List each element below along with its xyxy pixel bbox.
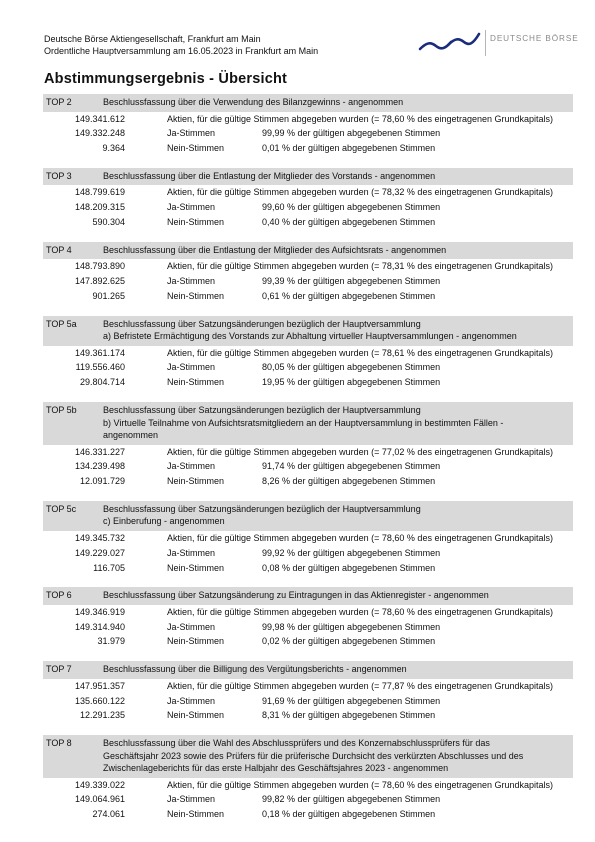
vote-count: 146.331.227 (74, 446, 125, 457)
no-votes-label: Nein-Stimmen (167, 216, 225, 227)
description-line: Zwischenlageberichts für das erste Halbjahr des Geschäftsjahres 2023 - angenommen (103, 763, 449, 774)
valid-shares-text (125, 531, 553, 546)
valid-shares-text (125, 259, 553, 274)
no-votes-row (43, 215, 573, 230)
agenda-item-header (43, 94, 573, 112)
vote-count: 147.951.357 (74, 680, 125, 691)
valid-shares-row (43, 605, 573, 620)
no-votes-row (43, 289, 573, 304)
agenda-item-description (103, 503, 573, 528)
vote-count: 149.064.961 (74, 794, 125, 805)
valid-shares-label: Aktien, für die gültige Stimmen abgegeben wurden (167, 261, 369, 272)
valid-shares-row (43, 679, 573, 694)
description-line: angenommen (103, 430, 159, 441)
yes-votes-label: Ja-Stimmen (167, 202, 216, 213)
share-capital-percentage: (= 78,60 % des eingetragenen Grundkapitals) (371, 779, 554, 790)
valid-shares-label: Aktien, für die gültige Stimmen abgegeben wurden (167, 779, 369, 790)
yes-votes-row (43, 200, 573, 215)
vote-percentage: 0,61 % der gültigen abgegebenen Stimmen (262, 290, 436, 301)
agenda-item-description (103, 170, 573, 183)
agenda-item (43, 661, 573, 723)
yes-votes-row (43, 459, 573, 474)
description-line: Beschlussfassung über die Entlastung der Mitglieder des Aufsichtsrats - angenommen (103, 244, 447, 255)
vote-count: 149.361.174 (74, 347, 125, 358)
yes-votes-label: Ja-Stimmen (167, 695, 216, 706)
no-votes-row (43, 375, 573, 390)
valid-shares-label: Aktien, für die gültige Stimmen abgegeben wurden (167, 446, 369, 457)
vote-count: 31.979 (97, 636, 125, 647)
yes-votes-label: Ja-Stimmen (167, 128, 216, 139)
vote-count: 149.332.248 (74, 128, 125, 139)
vote-count: 149.229.027 (74, 547, 125, 558)
vote-percentage: 0,40 % der gültigen abgegebenen Stimmen (262, 216, 436, 227)
agenda-item-description (103, 96, 573, 109)
share-capital-percentage: (= 78,32 % des eingetragenen Grundkapitals) (371, 187, 554, 198)
agenda-item-header (43, 661, 573, 679)
agenda-item-header (43, 735, 573, 778)
agenda-item-label: TOP 2 (46, 97, 72, 107)
vote-count: 9.364 (102, 143, 125, 154)
yes-votes-row (43, 546, 573, 561)
vote-count: 149.345.732 (74, 532, 125, 543)
agenda-item (43, 587, 573, 649)
vote-percentage: 0,18 % der gültigen abgegebenen Stimmen (262, 809, 436, 820)
vote-percentage: 19,95 % der gültigen abgegebenen Stimmen (262, 377, 441, 388)
valid-shares-label: Aktien, für die gültige Stimmen abgegeben wurden (167, 606, 369, 617)
no-votes-row (43, 141, 573, 156)
vote-count: 149.339.022 (74, 779, 125, 790)
no-votes-label: Nein-Stimmen (167, 562, 225, 573)
vote-count: 147.892.625 (74, 276, 125, 287)
description-line: Beschlussfassung über Satzungsänderung zu Eintragungen in das Aktienregister - angenommen (103, 590, 489, 601)
no-votes-label: Nein-Stimmen (167, 636, 225, 647)
agenda-item (43, 735, 573, 822)
no-votes-row (43, 634, 573, 649)
vote-percentage: 99,99 % der gültigen abgegebenen Stimmen (262, 128, 441, 139)
yes-votes-label: Ja-Stimmen (167, 362, 216, 373)
no-votes-label: Nein-Stimmen (167, 809, 225, 820)
vote-percentage: 8,31 % der gültigen abgegebenen Stimmen (262, 710, 436, 721)
agenda-item (43, 242, 573, 304)
no-votes-row (43, 561, 573, 576)
valid-shares-text (125, 346, 553, 361)
agenda-item-label: TOP 6 (46, 590, 72, 601)
description-line: Beschlussfassung über die Entlastung der Mitglieder des Vorstands - angenommen (103, 170, 436, 181)
share-capital-percentage: (= 77,87 % des eingetragenen Grundkapitals) (371, 680, 554, 691)
deutsche-boerse-logo (418, 30, 579, 56)
no-votes-row (43, 807, 573, 822)
description-line: Beschlussfassung über Satzungsänderungen bezüglich der Hauptversammlung (103, 503, 421, 514)
valid-shares-row (43, 778, 573, 793)
yes-votes-label: Ja-Stimmen (167, 276, 216, 287)
description-line: Beschlussfassung über die Billigung des Vergütungsberichts - angenommen (103, 664, 407, 675)
yes-votes-row (43, 620, 573, 635)
vote-percentage: 99,39 % der gültigen abgegebenen Stimmen (262, 276, 441, 287)
vote-count: 149.346.919 (74, 606, 125, 617)
yes-votes-label: Ja-Stimmen (167, 621, 216, 632)
vote-percentage: 91,69 % der gültigen abgegebenen Stimmen (262, 695, 441, 706)
voting-results (43, 94, 573, 834)
vote-percentage: 0,08 % der gültigen abgegebenen Stimmen (262, 562, 436, 573)
vote-count: 134.239.498 (74, 461, 125, 472)
share-capital-percentage: (= 78,61 % des eingetragenen Grundkapitals) (371, 347, 554, 358)
vote-count: 148.799.619 (74, 187, 125, 198)
vote-count: 590.304 (92, 216, 125, 227)
agenda-item-header (43, 501, 573, 531)
valid-shares-label: Aktien, für die gültige Stimmen abgegeben wurden (167, 680, 369, 691)
agenda-item-label: TOP 5c (46, 503, 77, 514)
valid-shares-row (43, 531, 573, 546)
agenda-item-header (43, 168, 573, 186)
yes-votes-row (43, 792, 573, 807)
yes-votes-row (43, 694, 573, 709)
no-votes-label: Nein-Stimmen (167, 377, 225, 388)
agenda-item-description (103, 404, 573, 442)
agenda-item (43, 168, 573, 230)
agenda-item-description (103, 737, 573, 775)
vote-count: 274.061 (92, 809, 125, 820)
vote-count: 29.804.714 (79, 377, 125, 388)
vote-percentage: 99,82 % der gültigen abgegebenen Stimmen (262, 794, 441, 805)
valid-shares-row (43, 259, 573, 274)
agenda-item (43, 402, 573, 489)
vote-percentage: 91,74 % der gültigen abgegebenen Stimmen (262, 461, 441, 472)
page-title: Abstimmungsergebnis - Übersicht (44, 71, 288, 87)
agenda-item (43, 501, 573, 575)
description-line: Beschlussfassung über Satzungsänderungen bezüglich der Hauptversammlung (103, 318, 421, 329)
valid-shares-row (43, 445, 573, 460)
valid-shares-text (125, 778, 553, 793)
no-votes-label: Nein-Stimmen (167, 143, 225, 154)
agenda-item-label: TOP 3 (46, 170, 72, 181)
share-capital-percentage: (= 78,60 % des eingetragenen Grundkapitals) (371, 606, 554, 617)
valid-shares-text (125, 112, 553, 127)
vote-count: 135.660.122 (74, 695, 125, 706)
agenda-item-description (103, 244, 573, 257)
valid-shares-label: Aktien, für die gültige Stimmen abgegeben wurden (167, 532, 369, 543)
agenda-item-label: TOP 7 (46, 664, 72, 675)
share-capital-percentage: (= 78,60 % des eingetragenen Grundkapitals) (371, 113, 554, 124)
vote-percentage: 0,02 % der gültigen abgegebenen Stimmen (262, 636, 436, 647)
agenda-item (43, 316, 573, 390)
yes-votes-label: Ja-Stimmen (167, 547, 216, 558)
company-line: Deutsche Börse Aktiengesellschaft, Frankfurt am Main (44, 34, 261, 44)
agenda-item-label: TOP 5b (46, 405, 77, 416)
valid-shares-text (125, 185, 553, 200)
vote-percentage: 99,98 % der gültigen abgegebenen Stimmen (262, 621, 441, 632)
wave-logo-icon (418, 30, 482, 56)
valid-shares-label: Aktien, für die gültige Stimmen abgegeben wurden (167, 347, 369, 358)
valid-shares-label: Aktien, für die gültige Stimmen abgegeben wurden (167, 113, 369, 124)
description-line: a) Befristete Ermächtigung des Vorstands zur Abhaltung virtueller Hauptversammlungen - angenommen (103, 331, 517, 342)
valid-shares-text (125, 445, 553, 460)
document-header (44, 33, 318, 57)
agenda-item-description (103, 663, 573, 676)
no-votes-row (43, 474, 573, 489)
agenda-item-header (43, 316, 573, 346)
valid-shares-text (125, 679, 553, 694)
vote-percentage: 8,26 % der gültigen abgegebenen Stimmen (262, 476, 436, 487)
vote-count: 119.556.460 (75, 362, 125, 373)
valid-shares-text (125, 605, 553, 620)
meeting-line: Ordentliche Hauptversammlung am 16.05.2023 in Frankfurt am Main (44, 46, 319, 56)
no-votes-label: Nein-Stimmen (167, 290, 225, 301)
agenda-item (43, 94, 573, 156)
description-line: Beschlussfassung über die Wahl des Abschlussprüfers und des Konzernabschlussprüfers für das (103, 738, 490, 749)
description-line: Geschäftsjahr 2023 sowie des Prüfers für die prüferische Durchsicht des verkürzten Abschlusses und des (103, 750, 524, 761)
vote-count: 149.314.940 (74, 621, 125, 632)
valid-shares-row (43, 112, 573, 127)
yes-votes-row (43, 126, 573, 141)
description-line: Beschlussfassung über Satzungsänderungen bezüglich der Hauptversammlung (103, 405, 421, 416)
vote-count: 148.793.890 (74, 261, 125, 272)
valid-shares-row (43, 185, 573, 200)
vote-percentage: 99,60 % der gültigen abgegebenen Stimmen (262, 202, 441, 213)
no-votes-row (43, 708, 573, 723)
yes-votes-label: Ja-Stimmen (167, 461, 216, 472)
vote-count: 12.291.235 (79, 710, 125, 721)
vote-percentage: 80,05 % der gültigen abgegebenen Stimmen (262, 362, 441, 373)
agenda-item-header (43, 242, 573, 260)
no-votes-label: Nein-Stimmen (167, 710, 225, 721)
agenda-item-header (43, 587, 573, 605)
description-line: c) Einberufung - angenommen (103, 516, 225, 527)
agenda-item-header (43, 402, 573, 445)
no-votes-label: Nein-Stimmen (167, 476, 225, 487)
logo-divider (485, 30, 486, 56)
description-line: Beschlussfassung über die Verwendung des Bilanzgewinns - angenommen (103, 97, 404, 107)
share-capital-percentage: (= 78,31 % des eingetragenen Grundkapitals) (371, 261, 554, 272)
valid-shares-label: Aktien, für die gültige Stimmen abgegeben wurden (167, 187, 369, 198)
vote-count: 149.341.612 (74, 113, 125, 124)
vote-percentage: 99,92 % der gültigen abgegebenen Stimmen (262, 547, 441, 558)
agenda-item-label: TOP 4 (46, 244, 72, 255)
vote-count: 12.091.729 (79, 476, 125, 487)
share-capital-percentage: (= 78,60 % des eingetragenen Grundkapitals) (371, 532, 554, 543)
vote-percentage: 0,01 % der gültigen abgegebenen Stimmen (262, 143, 436, 154)
description-line: b) Virtuelle Teilnahme von Aufsichtsratsmitgliedern an der Hauptversammlung in bestimmten Fällen - (103, 417, 504, 428)
logo-text: DEUTSCHE BÖRSE (490, 34, 579, 43)
vote-count: 148.209.315 (74, 202, 125, 213)
agenda-item-description (103, 589, 573, 602)
yes-votes-row (43, 274, 573, 289)
agenda-item-description (103, 318, 573, 343)
yes-votes-label: Ja-Stimmen (167, 794, 216, 805)
share-capital-percentage: (= 77,02 % des eingetragenen Grundkapitals) (371, 446, 554, 457)
vote-count: 901.265 (92, 290, 125, 301)
agenda-item-label: TOP 5a (46, 318, 77, 329)
valid-shares-row (43, 346, 573, 361)
yes-votes-row (43, 360, 573, 375)
vote-count: 116.705 (93, 562, 125, 573)
agenda-item-label: TOP 8 (46, 738, 72, 749)
